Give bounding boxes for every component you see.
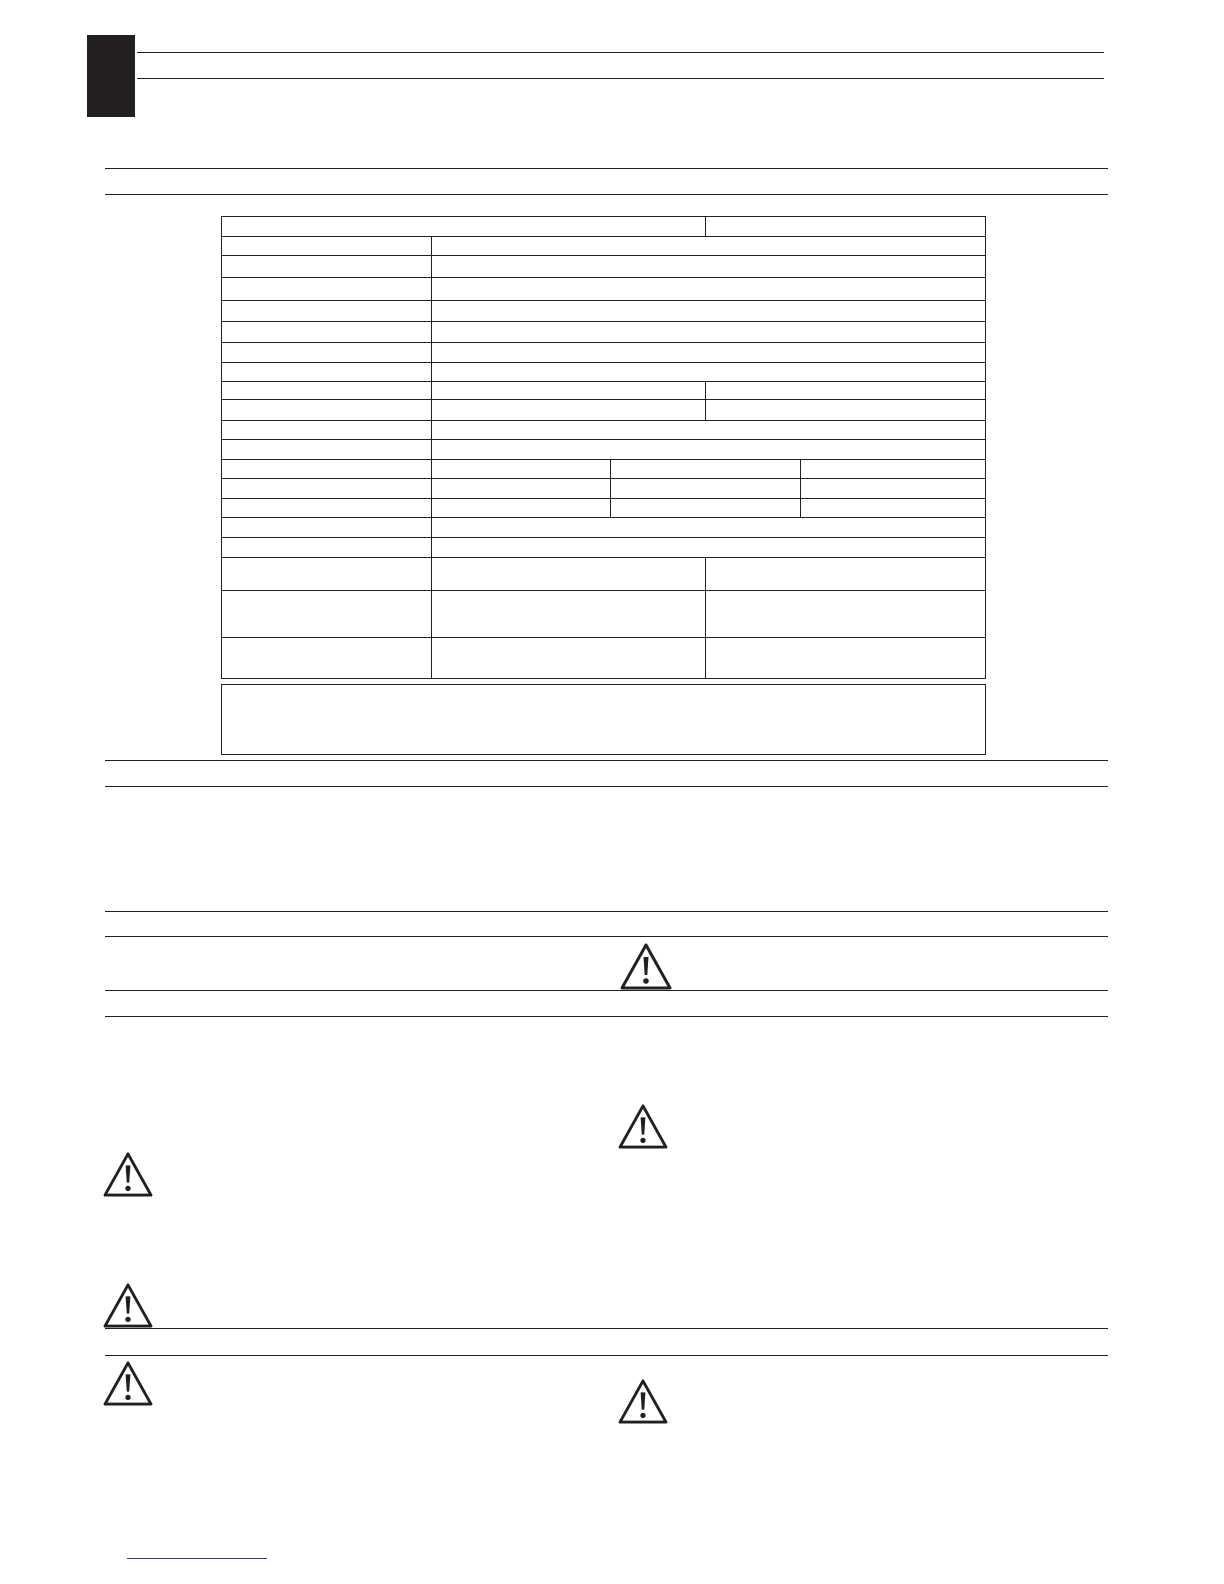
footer-link-underline[interactable] (127, 1558, 267, 1559)
section-heading-rule-bottom (105, 1016, 1108, 1017)
table-row (222, 342, 985, 343)
table-row (222, 478, 985, 479)
table-row (222, 255, 985, 256)
table-row (222, 637, 985, 638)
table-row (222, 557, 985, 558)
warning-icon (103, 1283, 153, 1328)
table-row (222, 498, 985, 499)
section-heading-rule-bottom (105, 786, 1108, 787)
warning-icon (618, 1379, 668, 1424)
section-heading-rule-bottom (105, 194, 1108, 195)
section-heading-rule-top (105, 1328, 1108, 1329)
table-row (222, 277, 985, 278)
header-rule-bottom (137, 78, 1104, 79)
section-heading-rule-bottom (105, 936, 1108, 937)
table-row (222, 590, 985, 591)
table-row (222, 439, 985, 440)
table-column-divider (705, 557, 706, 678)
specifications-table (221, 216, 986, 679)
warning-icon (620, 943, 672, 990)
table-row (222, 399, 985, 400)
table-row (222, 362, 985, 363)
header-rule-top (137, 52, 1104, 53)
section-heading-rule-top (105, 911, 1108, 912)
table-row (222, 381, 985, 382)
section-heading-rule-top (105, 168, 1108, 169)
warning-icon (103, 1361, 153, 1406)
table-column-divider (431, 236, 432, 678)
table-column-divider (800, 459, 801, 517)
table-note-box (221, 684, 986, 755)
warning-icon (618, 1104, 668, 1149)
table-column-divider (705, 217, 706, 236)
table-column-divider (610, 459, 611, 517)
section-tab-marker (87, 35, 135, 117)
table-row (222, 321, 985, 322)
table-row (222, 517, 985, 518)
table-row (222, 537, 985, 538)
table-row (222, 236, 985, 237)
table-row (222, 459, 985, 460)
table-column-divider (705, 381, 706, 420)
table-row (222, 300, 985, 301)
warning-icon (103, 1152, 153, 1197)
table-row (222, 420, 985, 421)
section-heading-rule-top (105, 760, 1108, 761)
section-heading-rule-bottom (105, 1355, 1108, 1356)
section-heading-rule-top (105, 990, 1108, 991)
